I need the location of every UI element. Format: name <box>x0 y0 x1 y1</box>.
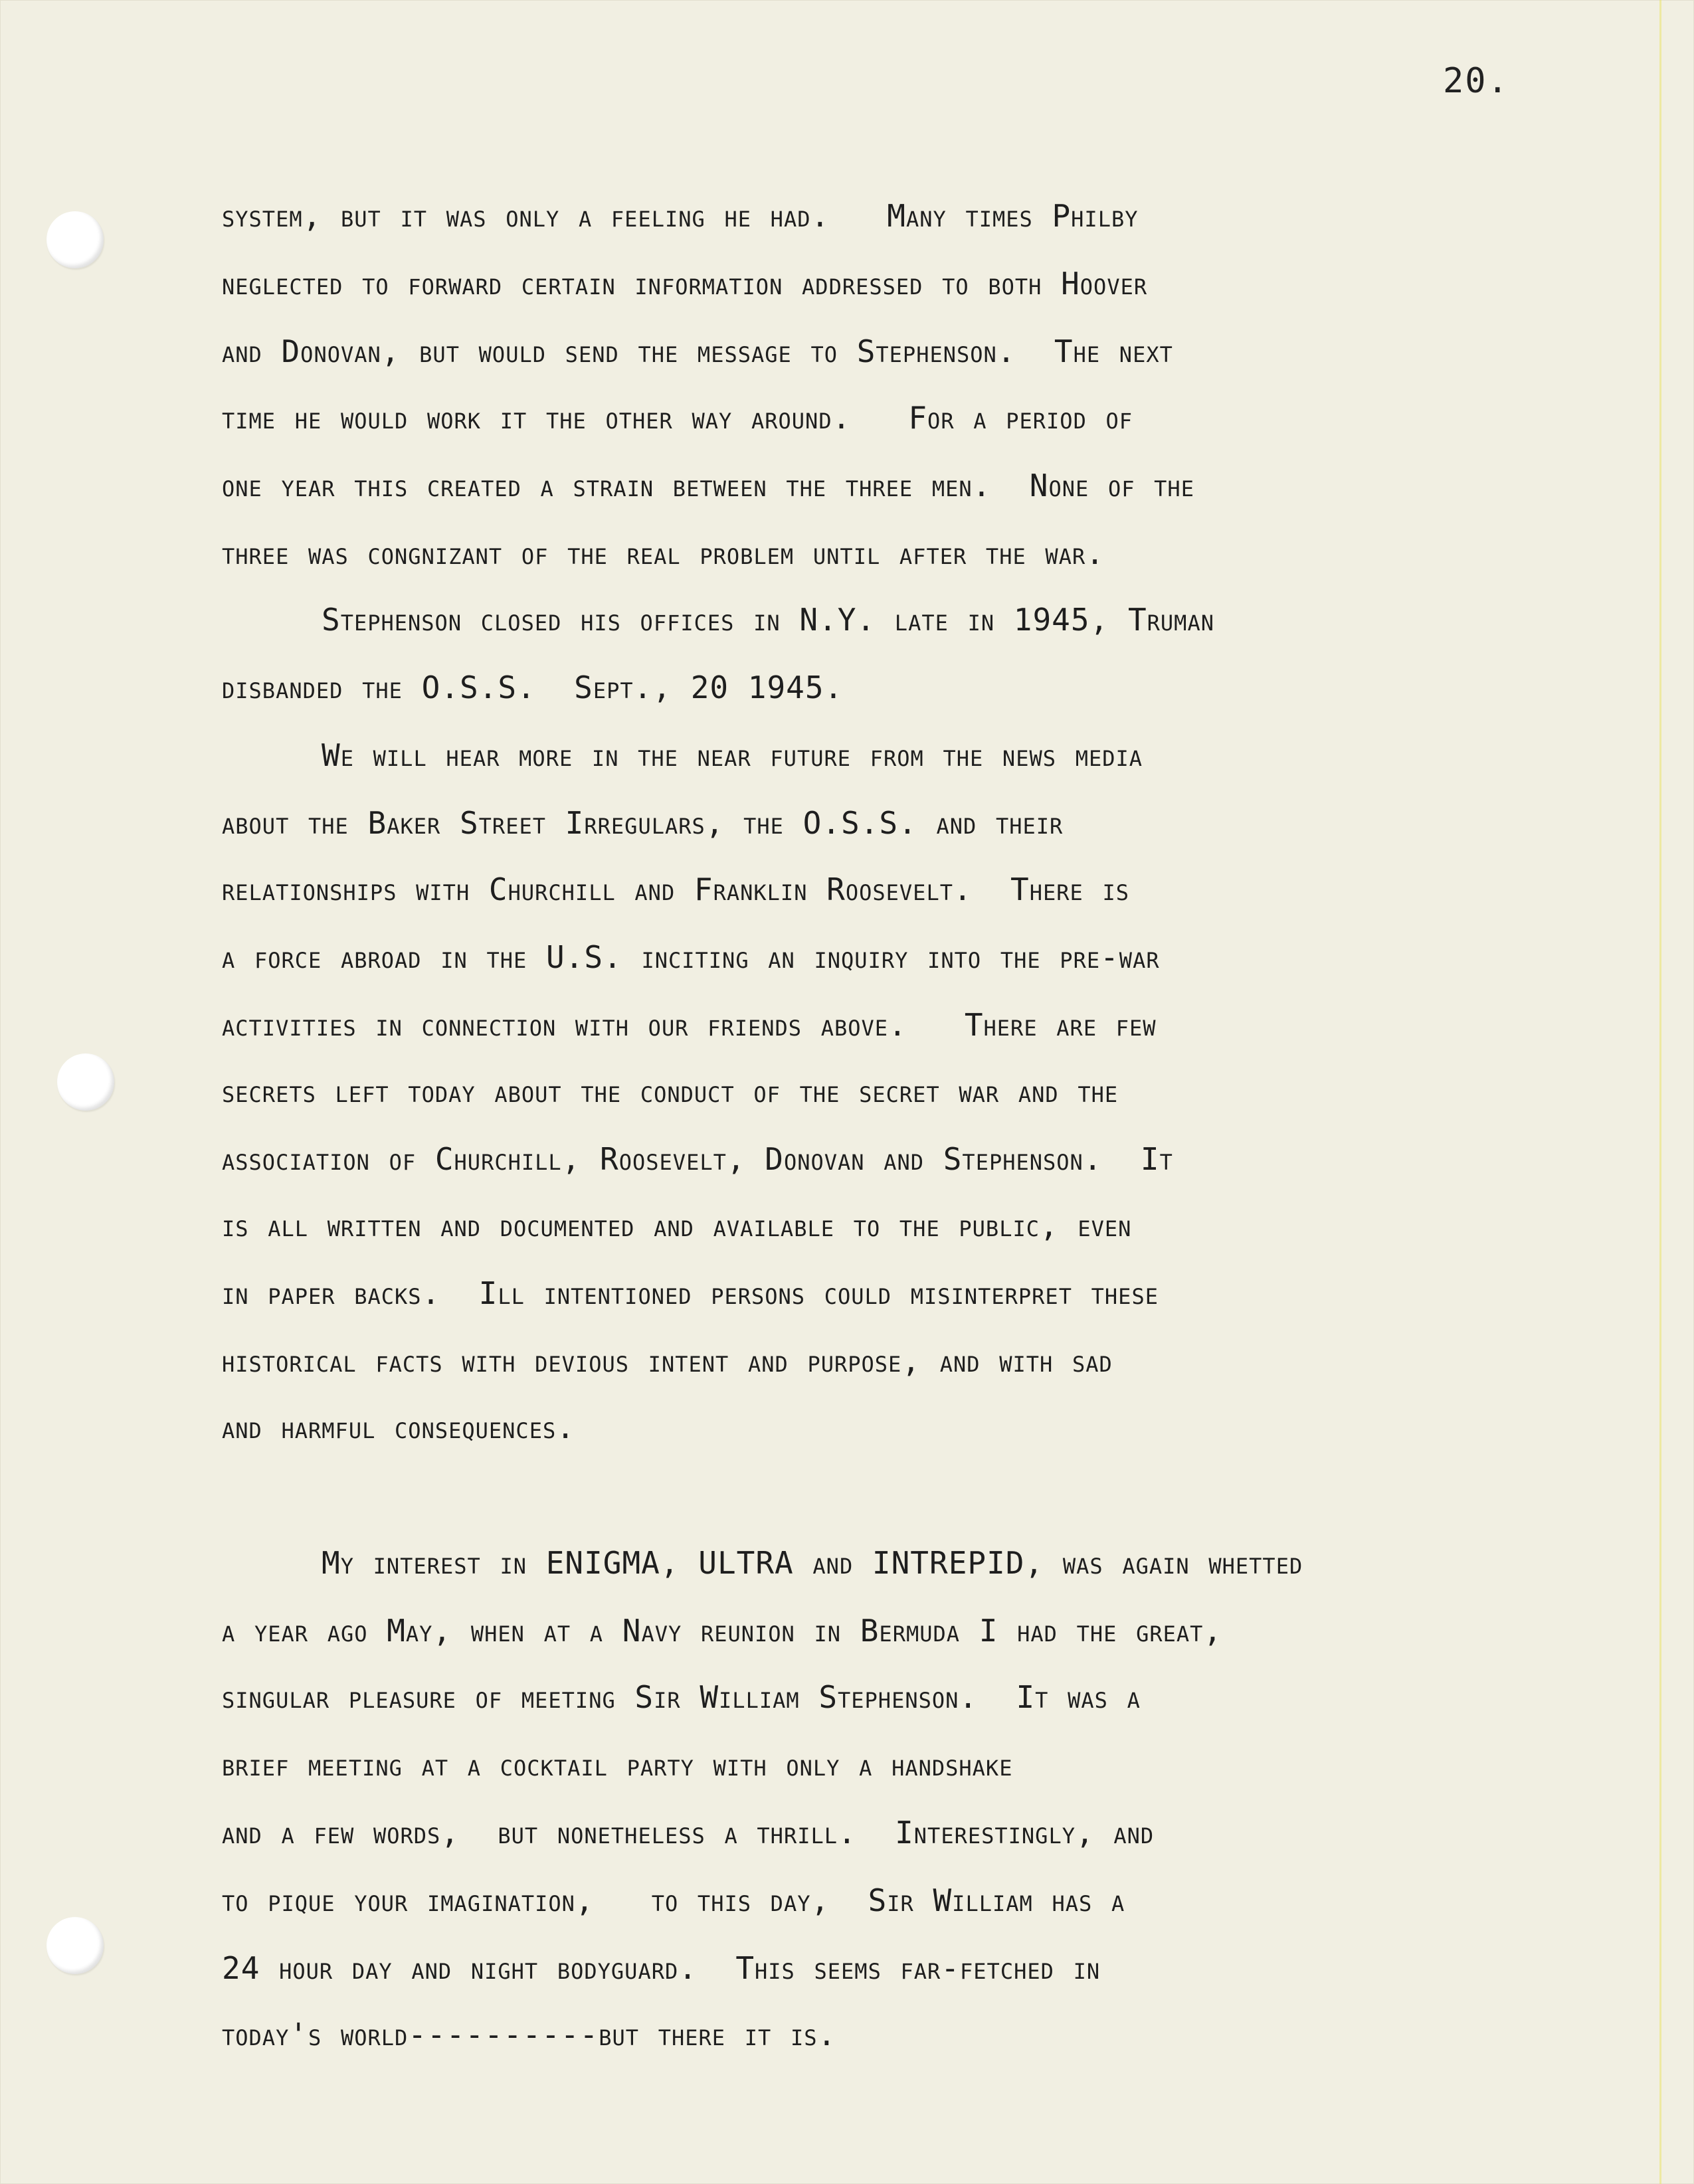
text-line: today's world----------but there it is. <box>222 2017 837 2052</box>
punch-hole-middle <box>57 1053 114 1111</box>
text-line: and a few words, but nonetheless a thrill. Interestingly, and <box>222 1815 1155 1851</box>
page-number: 20. <box>1443 61 1509 101</box>
text-line: singular pleasure of meeting Sir William Stephenson. It was a <box>222 1679 1141 1715</box>
text-line: disbanded the O.S.S. Sept., 20 1945. <box>222 670 844 705</box>
text-line: one year this created a strain between the three men. None of the <box>222 468 1194 503</box>
text-line: and harmful consequences. <box>222 1410 575 1445</box>
text-line: to pique your imagination, to this day, Sir William has a <box>222 1882 1125 1918</box>
text-line: relationships with Churchill and Franklin Roosevelt. There is <box>222 871 1130 907</box>
text-line: three was congnizant of the real problem until after the war. <box>222 535 1105 571</box>
text-line: We will hear more in the near future from the news media <box>322 737 1143 773</box>
text-line: 24 hour day and night bodyguard. This seems far-fetched in <box>222 1950 1101 1986</box>
punch-hole-bottom <box>47 1917 104 1974</box>
text-line: a year ago May, when at a Navy reunion in Bermuda I had the great, <box>222 1613 1223 1649</box>
text-line: activities in connection with our friends above. There are few <box>222 1007 1157 1043</box>
margin-rule <box>1659 0 1661 2184</box>
text-line: time he would work it the other way around. For a period of <box>222 400 1133 436</box>
text-line: brief meeting at a cocktail party with only a handshake <box>222 1747 1013 1783</box>
punch-hole-top <box>47 211 104 268</box>
text-line: a force abroad in the U.S. inciting an inquiry into the pre-war <box>222 939 1160 975</box>
text-line: association of Churchill, Roosevelt, Donovan and Stephenson. It <box>222 1141 1173 1177</box>
text-line: and Donovan, but would send the message to Stephenson. The next <box>222 333 1173 369</box>
text-line: My interest in ENIGMA, ULTRA and INTREPID, was again whetted <box>322 1545 1303 1581</box>
text-line: Stephenson closed his offices in N.Y. late in 1945, Truman <box>322 602 1214 638</box>
text-line: about the Baker Street Irregulars, the O.S.S. and their <box>222 805 1064 841</box>
text-line: in paper backs. Ill intentioned persons could misinterpret these <box>222 1275 1159 1311</box>
text-line: is all written and documented and available to the public, even <box>222 1208 1132 1243</box>
text-line: neglected to forward certain information addressed to both Hoover <box>222 266 1148 302</box>
text-line: system, but it was only a feeling he had. Many times Philby <box>222 198 1139 234</box>
text-line: historical facts with devious intent and purpose, and with sad <box>222 1343 1113 1379</box>
text-line: secrets left today about the conduct of the secret war and the <box>222 1073 1119 1109</box>
